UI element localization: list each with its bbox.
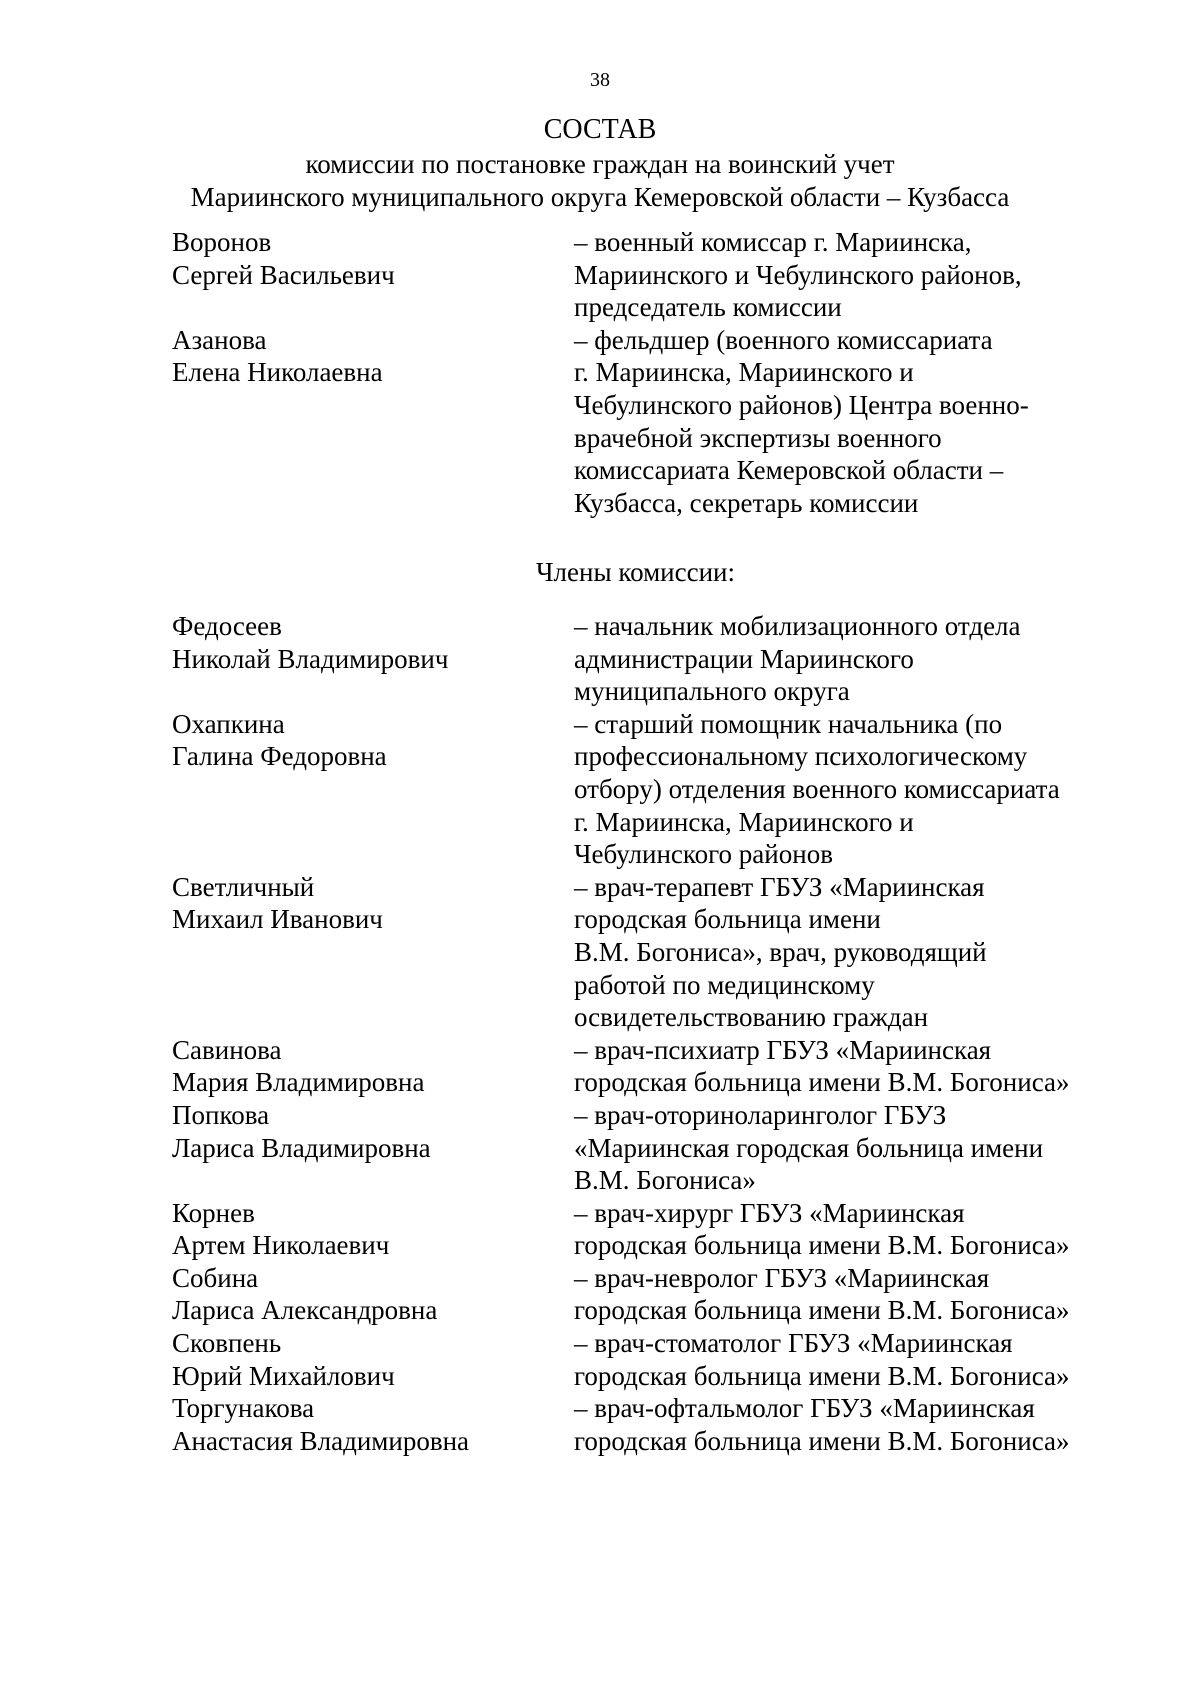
member-role-line: освидетельствованию граждан bbox=[574, 1002, 929, 1033]
member-name bbox=[0, 610, 582, 708]
member-role-line: профессиональному психологическому bbox=[574, 741, 1028, 772]
member-row bbox=[0, 1262, 1200, 1327]
leadership-list bbox=[0, 226, 1200, 519]
member-name-line: Лариса Владимировна bbox=[172, 1132, 431, 1163]
member-role-line: администрации Мариинского bbox=[574, 643, 914, 674]
member-role-line: Чебулинского районов bbox=[574, 839, 833, 870]
member-name-line: Николай Владимирович bbox=[172, 643, 449, 674]
member-role-line: работой по медицинскому bbox=[574, 969, 875, 1000]
member-role bbox=[574, 226, 1114, 324]
member-name bbox=[0, 871, 582, 1034]
member-role bbox=[574, 1099, 1114, 1197]
member-role-line: городская больница имени В.М. Богониса» bbox=[574, 1360, 1070, 1391]
member-row bbox=[0, 1034, 1200, 1099]
member-name-line: Савинова bbox=[172, 1034, 282, 1065]
member-name-line: Сергей Васильевич bbox=[172, 259, 395, 290]
member-role bbox=[574, 610, 1114, 708]
member-name-line: Воронов bbox=[172, 227, 272, 257]
member-row bbox=[0, 1099, 1200, 1197]
member-name-line: Сковпень bbox=[172, 1328, 282, 1359]
member-role-line: В.М. Богониса» bbox=[574, 1165, 756, 1196]
member-role-line: г. Мариинска, Мариинского и bbox=[574, 357, 914, 388]
member-role-line: отбору) отделения военного комиссариата bbox=[574, 773, 1060, 804]
member-name bbox=[0, 1392, 582, 1457]
member-role-line: городская больница имени В.М. Богониса» bbox=[574, 1295, 1070, 1326]
member-name bbox=[0, 708, 582, 871]
member-role bbox=[574, 1327, 1114, 1392]
document-subtitle-line-1: комиссии по постановке граждан на воинский учет bbox=[305, 149, 895, 179]
member-name-line: Корнев bbox=[172, 1197, 255, 1228]
member-name bbox=[0, 1262, 582, 1327]
member-role-line: городская больница имени В.М. Богониса» bbox=[574, 1067, 1070, 1098]
member-role-line: председатель комиссии bbox=[574, 292, 842, 323]
member-role-line: Кузбасса, секретарь комиссии bbox=[574, 487, 919, 518]
member-role-line: В.М. Богониса», врач, руководящий bbox=[574, 936, 987, 967]
member-role-line: – врач-стоматолог ГБУЗ «Мариинская bbox=[574, 1328, 1013, 1359]
member-role-line: – врач-невролог ГБУЗ «Мариинская bbox=[574, 1262, 990, 1293]
member-name-line: Артем Николаевич bbox=[172, 1230, 390, 1261]
member-name-line: Анастасия Владимировна bbox=[172, 1425, 469, 1456]
member-name-line: Лариса Александровна bbox=[172, 1295, 438, 1326]
page-number: 38 bbox=[590, 69, 610, 91]
member-role-line: – старший помощник начальника (по bbox=[574, 708, 1003, 739]
member-name bbox=[0, 226, 582, 324]
member-name-line: Азанова bbox=[172, 324, 267, 355]
member-row bbox=[0, 324, 1200, 520]
members-list bbox=[0, 610, 1200, 1457]
member-name-line: Собина bbox=[172, 1262, 259, 1293]
member-role-line: – врач-психиатр ГБУЗ «Мариинская bbox=[574, 1034, 992, 1065]
member-row bbox=[0, 1392, 1200, 1457]
member-role-line: муниципального округа bbox=[574, 676, 850, 707]
member-name-line: Федосеев bbox=[172, 611, 282, 641]
member-row bbox=[0, 226, 1200, 324]
member-role-line: – военный комиссар г. Мариинска, bbox=[574, 227, 972, 257]
member-role bbox=[574, 1197, 1114, 1262]
member-name-line: Охапкина bbox=[172, 708, 285, 739]
member-role-line: «Мариинская городская больница имени bbox=[574, 1132, 1044, 1163]
member-name-line: Светличный bbox=[172, 871, 315, 902]
document-title: СОСТАВ bbox=[543, 114, 657, 145]
member-name bbox=[0, 1099, 582, 1197]
member-role bbox=[574, 1034, 1114, 1099]
document-subtitle-line-2: Мариинского муниципального округа Кемеровской области – Кузбасса bbox=[190, 182, 1010, 212]
member-role-line: г. Мариинска, Мариинского и bbox=[574, 806, 914, 837]
member-role-line: – врач-хирург ГБУЗ «Мариинская bbox=[574, 1197, 965, 1228]
member-role-line: – начальник мобилизационного отдела bbox=[574, 611, 1021, 641]
member-role-line: Мариинского и Чебулинского районов, bbox=[574, 259, 1022, 290]
member-role-line: – врач-терапевт ГБУЗ «Мариинская bbox=[574, 871, 985, 902]
member-role-line: городская больница имени В.М. Богониса» bbox=[574, 1425, 1070, 1456]
member-role-line: городская больница имени bbox=[574, 904, 881, 935]
member-role-line: врачебной экспертизы военного bbox=[574, 422, 942, 453]
document-heading bbox=[0, 112, 1200, 214]
member-role bbox=[574, 1392, 1114, 1457]
member-name bbox=[0, 1197, 582, 1262]
member-role bbox=[574, 324, 1114, 520]
member-name bbox=[0, 1034, 582, 1099]
member-role bbox=[574, 871, 1114, 1034]
member-name bbox=[0, 1327, 582, 1392]
member-row bbox=[0, 610, 1200, 708]
member-role-line: – фельдшер (военного комиссариата bbox=[574, 324, 993, 355]
member-role bbox=[574, 708, 1114, 871]
member-name-line: Торгунакова bbox=[172, 1393, 315, 1424]
member-name-line: Елена Николаевна bbox=[172, 357, 383, 388]
member-name-line: Михаил Иванович bbox=[172, 904, 383, 935]
member-row bbox=[0, 1197, 1200, 1262]
member-name bbox=[0, 324, 582, 520]
members-label: Члены комиссии: bbox=[536, 557, 735, 587]
member-role-line: городская больница имени В.М. Богониса» bbox=[574, 1230, 1070, 1261]
member-name-line: Мария Владимировна bbox=[172, 1067, 425, 1098]
member-name-line: Юрий Михайлович bbox=[172, 1360, 395, 1391]
member-name-line: Попкова bbox=[172, 1099, 270, 1130]
member-row bbox=[0, 871, 1200, 1034]
member-row bbox=[0, 1327, 1200, 1392]
member-role-line: – врач-оториноларинголог ГБУЗ bbox=[574, 1099, 947, 1130]
member-role bbox=[574, 1262, 1114, 1327]
member-role-line: Чебулинского районов) Центра военно- bbox=[574, 389, 1029, 420]
member-name-line: Галина Федоровна bbox=[172, 741, 387, 772]
member-row bbox=[0, 708, 1200, 871]
member-role-line: – врач-офтальмолог ГБУЗ «Мариинская bbox=[574, 1393, 1035, 1424]
member-role-line: комиссариата Кемеровской области – bbox=[574, 455, 1004, 486]
